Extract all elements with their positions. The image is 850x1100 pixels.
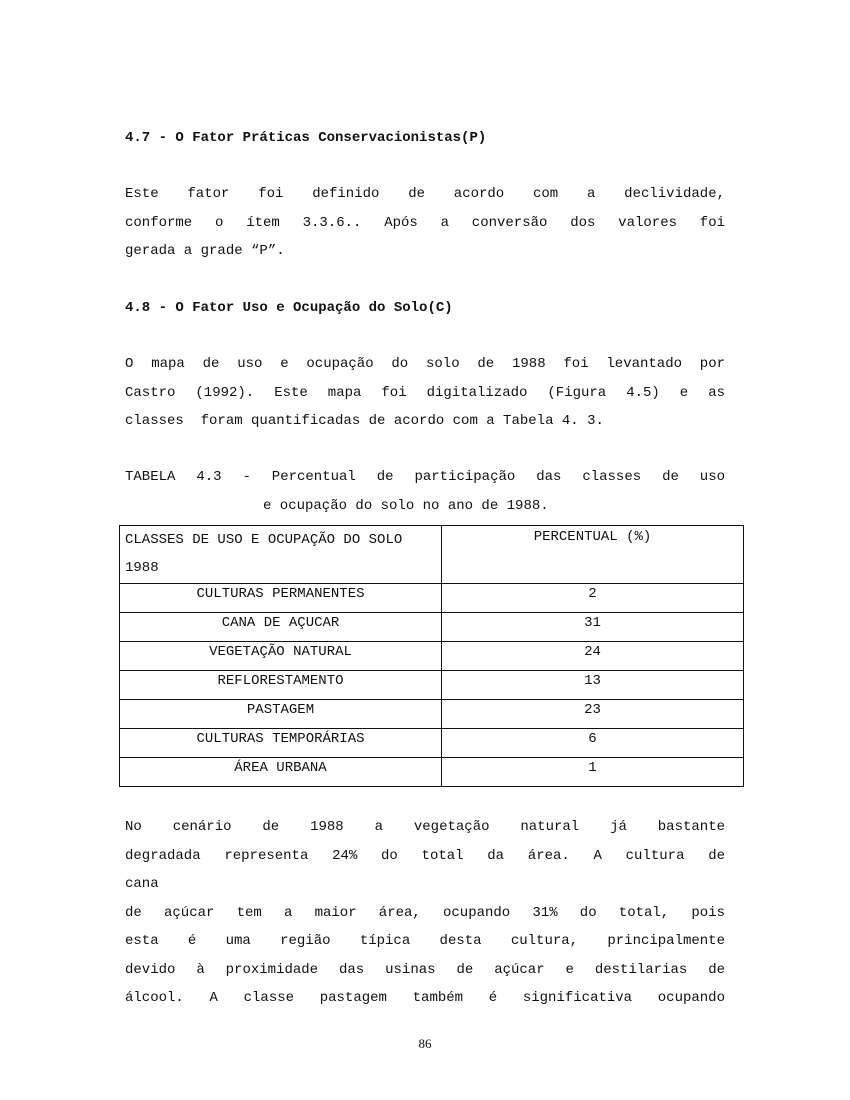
paragraph-fator-p [125, 180, 725, 266]
land-use-table [119, 525, 744, 787]
table-header-percentual: PERCENTUAL (%) [442, 526, 744, 584]
table-cell-percentual: 6 [442, 729, 744, 758]
table-row [120, 584, 744, 613]
paragraph-line: esta é uma região típica desta cultura, principalmente [125, 933, 725, 949]
table-caption [125, 463, 725, 521]
paragraph-line: devido à proximidade das usinas de açúcar e destilarias de [125, 961, 725, 978]
table-cell-classe: CULTURAS PERMANENTES [120, 584, 442, 613]
paragraph-line: conforme o ítem 3.3.6.. Após a conversão dos valores foi [125, 214, 725, 231]
paragraph-line: álcool. A classe pastagem também é significativa ocupando [125, 990, 725, 1006]
table-row [120, 671, 744, 700]
table-cell-percentual: 24 [442, 642, 744, 671]
table-row [120, 729, 744, 758]
paragraph-fator-c [125, 350, 725, 436]
table-cell-percentual: 23 [442, 700, 744, 729]
table-row [120, 642, 744, 671]
table-header-row [120, 526, 744, 584]
table-row [120, 613, 744, 642]
page-number: 86 [418, 1036, 432, 1051]
section-heading-4-8: 4.8 - O Fator Uso e Ocupação do Solo(C) [125, 300, 453, 316]
paragraph-line: Este fator foi definido de acordo com a declividade, [125, 186, 725, 202]
table-row [120, 700, 744, 729]
table-caption-line: e ocupação do solo no ano de 1988. [263, 498, 549, 514]
table-cell-classe: ÁREA URBANA [120, 758, 442, 787]
table-cell-percentual: 31 [442, 613, 744, 642]
table-caption-line: TABELA 4.3 - Percentual de participação das classes de uso [125, 469, 725, 485]
paragraph-line: Castro (1992). Este mapa foi digitalizado (Figura 4.5) e as [125, 384, 725, 401]
table-cell-classe: PASTAGEM [120, 700, 442, 729]
table-cell-classe: REFLORESTAMENTO [120, 671, 442, 700]
table-cell-percentual: 13 [442, 671, 744, 700]
paragraph-line: O mapa de uso e ocupação do solo de 1988 foi levantado por [125, 356, 725, 372]
paragraph-line: gerada a grade “P”. [125, 243, 285, 259]
table-cell-percentual: 2 [442, 584, 744, 613]
paragraph-line: degradada representa 24% do total da área. A cultura de [125, 847, 725, 864]
paragraph-line: cana [125, 876, 159, 892]
table-cell-percentual: 1 [442, 758, 744, 787]
table-cell-classe: CULTURAS TEMPORÁRIAS [120, 729, 442, 758]
table-row [120, 758, 744, 787]
section-heading-4-7: 4.7 - O Fator Práticas Conservacionistas(P) [125, 130, 487, 146]
paragraph-cenario-1988 [125, 813, 725, 1013]
paragraph-line: classes foram quantificadas de acordo com a Tabela 4. 3. [125, 413, 604, 429]
table-cell-classe: VEGETAÇÃO NATURAL [120, 642, 442, 671]
paragraph-line: de açúcar tem a maior área, ocupando 31% do total, pois [125, 904, 725, 921]
table-header-classes: CLASSES DE USO E OCUPAÇÃO DO SOLO 1988 [120, 526, 442, 584]
table-cell-classe: CANA DE AÇUCAR [120, 613, 442, 642]
paragraph-line: No cenário de 1988 a vegetação natural já bastante [125, 819, 725, 835]
